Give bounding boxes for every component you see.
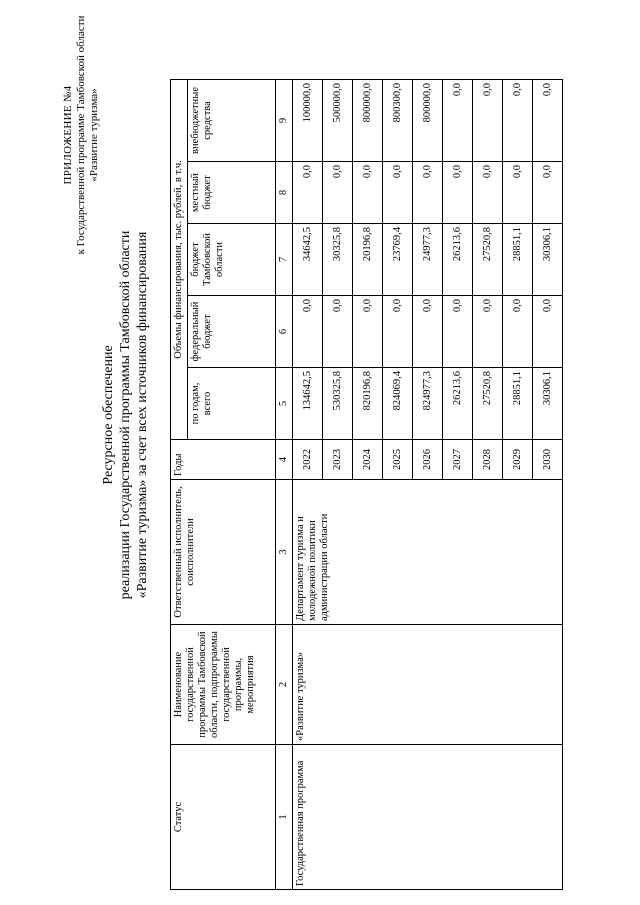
- extrabudget-cell: 800000,0: [413, 79, 443, 161]
- column-number: 1: [276, 745, 293, 890]
- federal-cell: 0,0: [353, 296, 383, 368]
- extrabudget-cell: 0,0: [443, 79, 473, 161]
- total-cell: 824977,3: [413, 368, 443, 440]
- column-number: 6: [276, 296, 293, 368]
- year-cell: 2023: [323, 440, 353, 480]
- year-cell: 2030: [533, 440, 563, 480]
- header-extrabudget: внебюджетные средства: [188, 79, 276, 161]
- local-cell: 0,0: [293, 162, 323, 224]
- local-cell: 0,0: [443, 162, 473, 224]
- extrabudget-cell: 0,0: [503, 79, 533, 161]
- appendix-header: [62, 15, 101, 255]
- table-row: [293, 79, 323, 889]
- extrabudget-cell: 800300,0: [383, 79, 413, 161]
- header-volumes: Объемы финансирования, тыс. рублей, в т.ч.: [171, 79, 188, 439]
- header-local: местный бюджет: [188, 162, 276, 224]
- appendix-title: ПРИЛОЖЕНИЕ №4: [62, 85, 74, 185]
- local-cell: 0,0: [533, 162, 563, 224]
- header-status: Статус: [171, 745, 276, 890]
- year-cell: 2024: [353, 440, 383, 480]
- year-cell: 2029: [503, 440, 533, 480]
- extrabudget-cell: 100000,0: [293, 79, 323, 161]
- local-cell: 0,0: [353, 162, 383, 224]
- extrabudget-cell: 0,0: [473, 79, 503, 161]
- year-cell: 2027: [443, 440, 473, 480]
- local-cell: 0,0: [413, 162, 443, 224]
- executor-cell: Департамент туризма и молодежной политики администрации области: [293, 480, 563, 625]
- column-number: 5: [276, 368, 293, 440]
- document-title: [100, 135, 151, 695]
- column-number: 3: [276, 480, 293, 625]
- total-cell: 530325,8: [323, 368, 353, 440]
- total-cell: 26213,6: [443, 368, 473, 440]
- status-cell: Государственная программа: [293, 745, 563, 890]
- year-cell: 2025: [383, 440, 413, 480]
- total-cell: 134642,5: [293, 368, 323, 440]
- regional-cell: 30306,1: [533, 224, 563, 296]
- federal-cell: 0,0: [503, 296, 533, 368]
- regional-cell: 23769,4: [383, 224, 413, 296]
- header-name: Наименование государственной программы Тамбовской области, подпрограммы государственной программы, мероприятия: [171, 625, 276, 745]
- federal-cell: 0,0: [383, 296, 413, 368]
- title-line-2: реализации Государственной программы Тамбовской области: [118, 230, 133, 600]
- local-cell: 0,0: [473, 162, 503, 224]
- local-cell: 0,0: [383, 162, 413, 224]
- total-cell: 28851,1: [503, 368, 533, 440]
- extrabudget-cell: 800000,0: [353, 79, 383, 161]
- federal-cell: 0,0: [293, 296, 323, 368]
- title-line-3: «Развитие туризма» за счет всех источников финансирования: [135, 231, 150, 599]
- financing-table: [170, 79, 563, 890]
- extrabudget-cell: 0,0: [533, 79, 563, 161]
- local-cell: 0,0: [503, 162, 533, 224]
- total-cell: 824069,4: [383, 368, 413, 440]
- column-number: 9: [276, 79, 293, 161]
- regional-cell: 24977,3: [413, 224, 443, 296]
- column-number: 8: [276, 162, 293, 224]
- header-federal: федеральный бюджет: [188, 296, 276, 368]
- appendix-program-name: «Развитие туризма»: [88, 88, 100, 182]
- year-cell: 2028: [473, 440, 503, 480]
- federal-cell: 0,0: [413, 296, 443, 368]
- column-number: 7: [276, 224, 293, 296]
- column-number: 4: [276, 440, 293, 480]
- regional-cell: 28851,1: [503, 224, 533, 296]
- extrabudget-cell: 500000,0: [323, 79, 353, 161]
- local-cell: 0,0: [323, 162, 353, 224]
- total-cell: 820196,8: [353, 368, 383, 440]
- regional-cell: 27520,8: [473, 224, 503, 296]
- regional-cell: 34642,5: [293, 224, 323, 296]
- header-executor: Ответственный исполнитель, соисполнители: [171, 480, 276, 625]
- header-regional: бюджет Тамбовской области: [188, 224, 276, 296]
- header-total: по годам, всего: [188, 368, 276, 440]
- total-cell: 27520,8: [473, 368, 503, 440]
- total-cell: 30306,1: [533, 368, 563, 440]
- federal-cell: 0,0: [473, 296, 503, 368]
- year-cell: 2022: [293, 440, 323, 480]
- appendix-subtitle: к Государственной программе Тамбовской области: [75, 15, 87, 255]
- federal-cell: 0,0: [533, 296, 563, 368]
- regional-cell: 26213,6: [443, 224, 473, 296]
- federal-cell: 0,0: [443, 296, 473, 368]
- regional-cell: 20196,8: [353, 224, 383, 296]
- column-number-row: [276, 79, 293, 889]
- header-years: Годы: [171, 440, 276, 480]
- regional-cell: 30325,8: [323, 224, 353, 296]
- federal-cell: 0,0: [323, 296, 353, 368]
- title-line-1: Ресурсное обеспечение: [101, 345, 116, 485]
- column-number: 2: [276, 625, 293, 745]
- program-name-cell: «Развитие туризма»: [293, 625, 563, 745]
- year-cell: 2026: [413, 440, 443, 480]
